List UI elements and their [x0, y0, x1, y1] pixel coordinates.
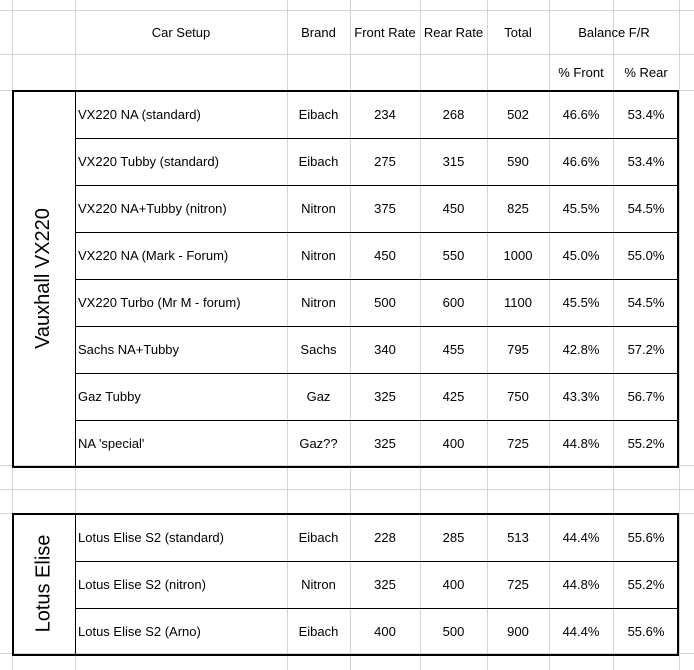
brand-cell[interactable]: Nitron: [301, 248, 336, 263]
car-setup-cell[interactable]: Lotus Elise S2 (Arno): [78, 624, 201, 639]
total-cell[interactable]: 750: [507, 389, 529, 404]
total-cell[interactable]: 795: [507, 342, 529, 357]
grid-column-line: [679, 0, 680, 670]
rear-rate-cell[interactable]: 600: [442, 295, 465, 310]
header-pct-rear[interactable]: % Rear: [624, 64, 668, 80]
pct-front-cell[interactable]: 45.5%: [562, 201, 600, 216]
header-balance[interactable]: Balance F/R: [578, 24, 650, 40]
pct-rear-cell[interactable]: 57.2%: [627, 342, 665, 357]
pct-rear-cell[interactable]: 55.2%: [627, 577, 665, 592]
car-setup-cell[interactable]: Sachs NA+Tubby: [78, 342, 180, 357]
brand-cell[interactable]: Eibach: [298, 154, 339, 169]
pct-front-cell[interactable]: 44.8%: [562, 436, 600, 451]
rear-rate-cell[interactable]: 450: [442, 201, 465, 216]
front-rate-cell[interactable]: 325: [374, 577, 396, 592]
total-cell[interactable]: 513: [507, 530, 529, 545]
brand-cell[interactable]: Gaz??: [299, 436, 338, 451]
car-setup-cell[interactable]: VX220 Tubby (standard): [78, 154, 219, 169]
front-rate-cell[interactable]: 234: [374, 107, 396, 122]
group-label-text: Vauxhall VX220: [32, 207, 54, 349]
header-pct-front[interactable]: % Front: [558, 64, 604, 80]
total-cell[interactable]: 725: [507, 577, 529, 592]
car-setup-cell[interactable]: NA 'special': [78, 436, 145, 451]
pct-front-cell[interactable]: 44.4%: [562, 624, 600, 639]
car-setup-cell[interactable]: VX220 Turbo (Mr M - forum): [78, 295, 241, 310]
pct-rear-cell[interactable]: 55.0%: [627, 248, 665, 263]
total-cell[interactable]: 725: [507, 436, 529, 451]
front-rate-cell[interactable]: 228: [374, 530, 396, 545]
front-rate-cell[interactable]: 375: [374, 201, 396, 216]
rear-rate-cell[interactable]: 425: [442, 389, 465, 404]
pct-rear-cell[interactable]: 54.5%: [627, 201, 665, 216]
rear-rate-cell[interactable]: 455: [442, 342, 465, 357]
pct-rear-cell[interactable]: 53.4%: [627, 154, 665, 169]
front-rate-cell[interactable]: 500: [374, 295, 396, 310]
pct-rear-cell[interactable]: 55.6%: [627, 624, 665, 639]
total-cell[interactable]: 502: [507, 107, 529, 122]
front-rate-cell[interactable]: 325: [374, 436, 396, 451]
pct-front-cell[interactable]: 42.8%: [562, 342, 600, 357]
rear-rate-cell[interactable]: 400: [442, 577, 465, 592]
pct-front-cell[interactable]: 44.8%: [562, 577, 600, 592]
brand-cell[interactable]: Sachs: [300, 342, 337, 357]
grid-row-line: [0, 489, 694, 490]
pct-front-cell[interactable]: 46.6%: [562, 154, 600, 169]
group-label[interactable]: [14, 90, 73, 466]
car-setup-cell[interactable]: VX220 NA (standard): [78, 107, 201, 122]
rear-rate-cell[interactable]: 400: [442, 436, 465, 451]
header-front-rate[interactable]: Front Rate: [354, 24, 416, 40]
pct-front-cell[interactable]: 43.3%: [562, 389, 600, 404]
total-cell[interactable]: 825: [507, 201, 529, 216]
pct-front-cell[interactable]: 45.5%: [562, 295, 600, 310]
brand-cell[interactable]: Eibach: [298, 530, 339, 545]
car-setup-cell[interactable]: Lotus Elise S2 (nitron): [78, 577, 206, 592]
group-label-text: Lotus Elise: [32, 534, 54, 633]
total-cell[interactable]: 1100: [504, 295, 532, 310]
total-cell[interactable]: 900: [507, 624, 529, 639]
header-brand[interactable]: Brand: [301, 24, 336, 40]
rear-rate-cell[interactable]: 285: [442, 530, 465, 545]
header-rear-rate[interactable]: Rear Rate: [423, 24, 484, 40]
pct-rear-cell[interactable]: 56.7%: [627, 389, 665, 404]
car-setup-cell[interactable]: VX220 NA+Tubby (nitron): [78, 201, 227, 216]
rear-rate-cell[interactable]: 315: [442, 154, 465, 169]
car-setup-cell[interactable]: VX220 NA (Mark - Forum): [78, 248, 229, 263]
front-rate-cell[interactable]: 340: [374, 342, 396, 357]
header-total[interactable]: Total: [504, 24, 532, 40]
pct-rear-cell[interactable]: 55.6%: [627, 530, 665, 545]
front-rate-cell[interactable]: 275: [374, 154, 396, 169]
rear-rate-cell[interactable]: 268: [442, 107, 465, 122]
brand-cell[interactable]: Nitron: [301, 295, 336, 310]
header-car-setup[interactable]: Car Setup: [151, 24, 211, 40]
front-rate-cell[interactable]: 325: [374, 389, 396, 404]
car-setup-cell[interactable]: Lotus Elise S2 (standard): [78, 530, 224, 545]
pct-front-cell[interactable]: 46.6%: [562, 107, 600, 122]
car-setup-cell[interactable]: Gaz Tubby: [78, 389, 141, 404]
rear-rate-cell[interactable]: 500: [442, 624, 465, 639]
pct-rear-cell[interactable]: 54.5%: [627, 295, 665, 310]
total-cell[interactable]: 590: [507, 154, 529, 169]
front-rate-cell[interactable]: 400: [374, 624, 396, 639]
rear-rate-cell[interactable]: 550: [442, 248, 465, 263]
pct-front-cell[interactable]: 45.0%: [562, 248, 600, 263]
group-label[interactable]: [14, 513, 73, 654]
pct-rear-cell[interactable]: 55.2%: [627, 436, 665, 451]
brand-cell[interactable]: Gaz: [306, 389, 331, 404]
total-cell[interactable]: 1000: [503, 248, 533, 263]
front-rate-cell[interactable]: 450: [374, 248, 396, 263]
brand-cell[interactable]: Nitron: [301, 577, 336, 592]
brand-cell[interactable]: Nitron: [301, 201, 336, 216]
pct-rear-cell[interactable]: 53.4%: [627, 107, 665, 122]
brand-cell[interactable]: Eibach: [298, 624, 339, 639]
pct-front-cell[interactable]: 44.4%: [562, 530, 600, 545]
brand-cell[interactable]: Eibach: [298, 107, 339, 122]
